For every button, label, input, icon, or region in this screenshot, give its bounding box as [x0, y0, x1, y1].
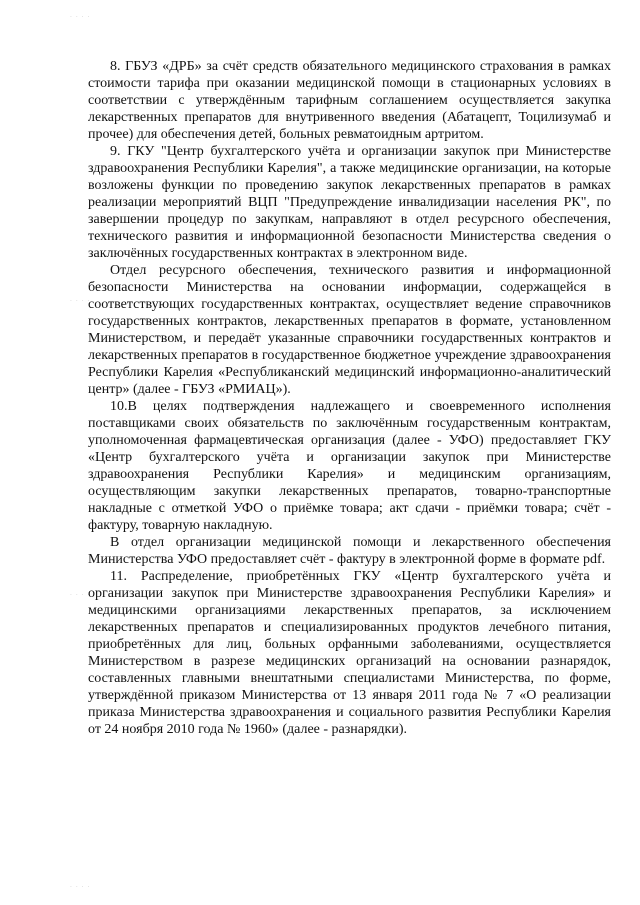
scan-mark-lower: · · · · — [70, 592, 91, 599]
paragraph-9: 9. ГКУ "Центр бухгалтерского учёта и организации закупок при Министерстве здравоохранения Республики Карелия", а также медицинские организации, на которые возложены функции по проведению закупок лекарственных препаратов в рамках реализации мероприятий ВЦП "Предупреждение инвалидизации населения РК", по завершении процедур по закупкам, направляют в отдел ресурсного обеспечения, технического развития и информационной безопасности Министерства сведения о заключённых государственных контрактах в электронном виде. — [88, 144, 611, 261]
paragraph-11: 11. Распределение, приобретённых ГКУ «Центр бухгалтерского учёта и организации закупок при Министерстве здравоохранения Республики Карелия» и медицинскими организациями лекарственных препаратов, за исключением лекарственных препаратов и специализированных продуктов лечебного питания, приобретённых для лиц, больных орфанными заболеваниями, осуществляется Министерством в разрезе медицинских организаций на основании разнарядок, составленных главными внештатными специалистами Министерства, по форме, утверждённой приказом Министерства от 13 января 2011 года № 7 «О реализации приказа Министерства здравоохранения и социального развития Республики Карелия от 24 ноября 2010 года № 1960» (далее - разнарядки). — [88, 569, 611, 737]
scan-mark-bottom: · · · · — [70, 884, 91, 891]
document-body — [88, 58, 611, 738]
paragraph-resource-department: Отдел ресурсного обеспечения, технического развития и информационной безопасности Министерства на основании информации, содержащейся в соответствующих государственных контрактах, осуществляет ведение справочников государственных контрактов, лекарственных препаратов в формате, установленном Министерством, и передаёт указанные справочники государственных контрактов и лекарственных препаратов в государственное бюджетное учреждение здравоохранения Республики Карелия «Республиканский медицинский информационно-аналитический центр» (далее - ГБУЗ «РМИАЦ»). — [88, 263, 611, 397]
paragraph-invoice: В отдел организации медицинской помощи и лекарственного обеспечения Министерства УФО предоставляет счёт - фактуру в электронной форме в формате pdf. — [88, 535, 611, 567]
scan-mark-middle: · · · · — [70, 298, 91, 305]
paragraph-10: 10.В целях подтверждения надлежащего и своевременного исполнения поставщиками своих обязательств по заключённым государственным контрактам, уполномоченная фармацевтическая организация (далее - УФО) предоставляет ГКУ «Центр бухгалтерского учёта и организации закупок при Министерстве здравоохранения Республики Карелия» и медицинским организациям, осуществляющим закупки лекарственных препаратов, товарно-транспортные накладные с отметкой УФО о приёмке товара; акт сдачи - приёмки товара; счёт - фактуру, товарную накладную. — [88, 399, 611, 533]
paragraph-8: 8. ГБУЗ «ДРБ» за счёт средств обязательного медицинского страхования в рамках стоимости тарифа при оказании медицинской помощи в стационарных условиях в соответствии с утверждённым тарифным соглашением осуществляется закупка лекарственных препаратов для внутривенного введения (Абатацепт, Тоцилизумаб и прочее) для обеспечения детей, больных ревматоидным артритом. — [88, 59, 611, 142]
scan-mark-top: · · · · — [70, 14, 91, 21]
